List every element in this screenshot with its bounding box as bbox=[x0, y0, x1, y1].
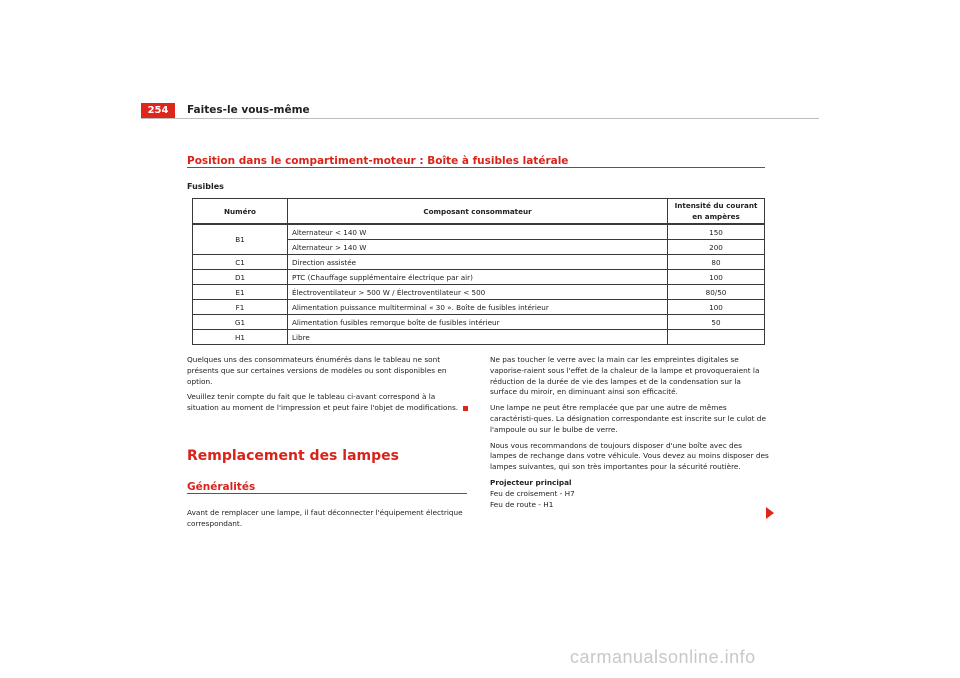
fuses-subhead: Fusibles bbox=[187, 182, 224, 191]
table-row bbox=[193, 255, 765, 270]
lamps-heading: Remplacement des lampes bbox=[187, 448, 399, 464]
table-row bbox=[193, 315, 765, 330]
left-column-notes bbox=[187, 355, 469, 419]
cell-amp: 50 bbox=[668, 315, 765, 330]
section-title: Position dans le compartiment-moteur : Boîte à fusibles latérale bbox=[187, 155, 569, 167]
cell-num: F1 bbox=[193, 300, 288, 315]
header-rule bbox=[141, 118, 819, 119]
header-numero: Numéro bbox=[193, 199, 288, 225]
table-row bbox=[193, 300, 765, 315]
table-row bbox=[193, 224, 765, 240]
cell-amp: 80/50 bbox=[668, 285, 765, 300]
cell-num: G1 bbox=[193, 315, 288, 330]
end-of-section-marker-icon bbox=[463, 406, 468, 411]
note-paragraph bbox=[187, 392, 469, 414]
cell-comp: Alimentation fusibles remorque boîte de fusibles intérieur bbox=[288, 315, 668, 330]
cell-comp: Alternateur < 140 W bbox=[288, 224, 668, 240]
right-column bbox=[490, 355, 770, 510]
generalites-heading: Généralités bbox=[187, 481, 256, 493]
section-rule bbox=[187, 167, 765, 168]
cell-comp: Électroventilateur > 500 W / Électroventilateur < 500 bbox=[288, 285, 668, 300]
generalites-rule bbox=[187, 493, 467, 494]
cell-num: H1 bbox=[193, 330, 288, 345]
cell-num: E1 bbox=[193, 285, 288, 300]
lamps-paragraph: Avant de remplacer une lampe, il faut déconnecter l'équipement électrique correspondant. bbox=[187, 508, 463, 528]
next-page-arrow-icon[interactable] bbox=[766, 507, 774, 519]
cell-num: D1 bbox=[193, 270, 288, 285]
cell-comp: PTC (Chauffage supplémentaire électrique par air) bbox=[288, 270, 668, 285]
paragraph: Une lampe ne peut être remplacée que par une autre de mêmes caractéristi-ques. La désignation correspondante est inscrite sur le culot de l'ampoule ou sur le bulbe de verre. bbox=[490, 403, 766, 434]
table-row bbox=[193, 330, 765, 345]
header-intensite: Intensité du courant en ampères bbox=[668, 199, 765, 225]
table-header-row bbox=[193, 199, 765, 225]
cell-comp: Libre bbox=[288, 330, 668, 345]
paragraph: Nous vous recommandons de toujours disposer d'une boîte avec des lampes de rechange dans votre véhicule. Vous devez au moins disposer des lampes suivantes, qui son très importantes pour la sécurité routière. bbox=[490, 440, 769, 472]
table-row bbox=[193, 285, 765, 300]
cell-amp: 100 bbox=[668, 300, 765, 315]
table-row bbox=[193, 270, 765, 285]
note-text: Veuillez tenir compte du fait que le tableau ci-avant correspond à la situation au moment de l'impression et peut faire l'objet de modifications. bbox=[187, 392, 459, 413]
cell-comp: Alimentation puissance multiterminal « 30 ». Boîte de fusibles intérieur bbox=[288, 300, 668, 315]
fuse-table bbox=[192, 198, 765, 345]
cell-comp: Alternateur > 140 W bbox=[288, 240, 668, 255]
projector-title: Projecteur principal bbox=[490, 477, 572, 487]
cell-amp: 150 bbox=[668, 224, 765, 240]
cell-num: B1 bbox=[193, 224, 288, 255]
cell-amp: 100 bbox=[668, 270, 765, 285]
note-paragraph: Quelques uns des consommateurs énumérés dans le tableau ne sont présents que sur certaines versions de modèles ou sont disponibles en option. bbox=[187, 355, 447, 386]
cell-num: C1 bbox=[193, 255, 288, 270]
lamps-intro bbox=[187, 508, 469, 535]
cell-amp bbox=[668, 330, 765, 345]
header-composant: Composant consommateur bbox=[288, 199, 668, 225]
watermark-text: carmanualsonline.info bbox=[570, 647, 756, 667]
page-number: 254 bbox=[141, 103, 175, 118]
lamp-line: Feu de croisement - H7 bbox=[490, 488, 575, 498]
cell-amp: 200 bbox=[668, 240, 765, 255]
cell-comp: Direction assistée bbox=[288, 255, 668, 270]
lamp-line: Feu de route - H1 bbox=[490, 499, 554, 509]
running-title: Faites-le vous-même bbox=[187, 104, 310, 116]
cell-amp: 80 bbox=[668, 255, 765, 270]
paragraph: Ne pas toucher le verre avec la main car les empreintes digitales se vaporise-raient sous l'effet de la chaleur de la lampe et provoqueraient la réduction de la durée de vie des lampes et de la condensation sur la surface du miroir, en diminuant ainsi son efficacité. bbox=[490, 355, 760, 397]
